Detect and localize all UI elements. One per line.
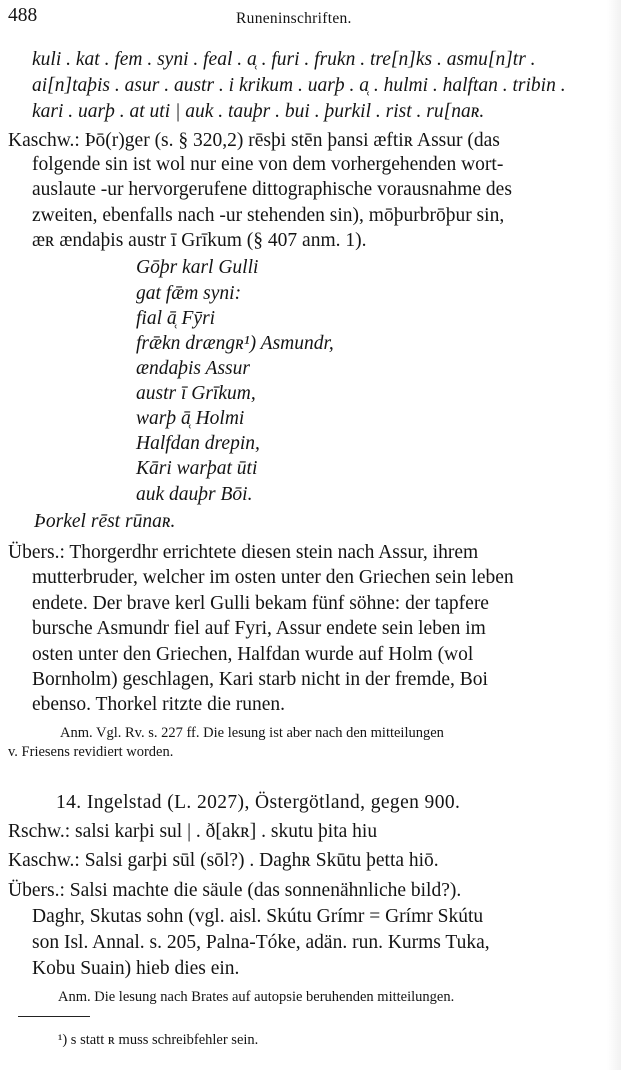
verse-line: auk dauþr Bōi. <box>136 484 253 505</box>
running-title: Runeninschriften. <box>236 10 352 27</box>
text-line: son Isl. Annal. s. 205, Palna-Tóke, adän. run. Kurms Tuka, <box>32 932 490 953</box>
text-line: Bornholm) geschlagen, Kari starb nicht in der fremde, Boi <box>32 669 488 690</box>
section-heading: 14. Ingelstad (L. 2027), Östergötland, gegen 900. <box>56 792 461 813</box>
footnote: ¹) s statt ʀ muss schreibfehler sein. <box>58 1032 259 1048</box>
verse-line: gat fǣm syni: <box>136 283 242 304</box>
verse-line: Þorkel rēst rūnaʀ. <box>34 511 176 532</box>
text-line: Daghr, Skutas sohn (vgl. aisl. Skútu Grímr = Grímr Skútu <box>32 906 484 927</box>
text-line: Kaschw.: Salsi garþi sūl (sōl?) . Daghʀ Skūtu þetta hiō. <box>8 850 439 871</box>
verse-line: Gōþr karl Gulli <box>136 257 259 278</box>
page-number: 488 <box>8 5 38 26</box>
text-line: Übers.: Salsi machte die säule (das sonnenähnliche bild?). <box>8 880 462 901</box>
verse-line: warþ ā̜ Holmi <box>136 408 245 429</box>
text-line: bursche Asmundr fiel auf Fyri, Assur endete sein leben im <box>32 618 486 639</box>
text-line: folgende sin ist wol nur eine von dem vorhergehenden wort- <box>32 154 504 175</box>
transliteration-line: kuli . kat . fem . syni . feal . a̜ . furi . frukn . tre[n]ks . asmu[n]tr . <box>32 49 536 70</box>
annotation-line: Anm. Die lesung nach Brates auf autopsie beruhenden mitteilungen. <box>58 989 455 1005</box>
text-line: auslaute -ur hervorgerufene dittographische vorausnahme des <box>32 179 512 200</box>
text-line: Übers.: Thorgerdhr errichtete diesen stein nach Assur, ihrem <box>8 542 479 563</box>
verse-line: fial ā̜ Fȳri <box>136 308 216 329</box>
annotation-line: v. Friesens revidiert worden. <box>8 744 174 760</box>
text-line: mutterbruder, welcher im osten unter den Griechen sein leben <box>32 567 514 588</box>
scan-edge <box>607 0 621 1070</box>
transliteration-line: kari . uarþ . at uti | auk . tauþr . bui . þurkil . rist . ru[naʀ. <box>32 101 485 122</box>
verse-line: austr ī Grīkum, <box>136 383 256 404</box>
verse-line: Halfdan drepin, <box>136 433 260 454</box>
footnote-rule <box>18 1016 90 1017</box>
text-line: osten unter den Griechen, Halfdan wurde auf Holm (wol <box>32 644 474 665</box>
transliteration-line: ai[n]taþis . asur . austr . i krikum . uarþ . a̜ . hulmi . halftan . tribin . <box>32 75 566 96</box>
text-line: Rschw.: salsi karþi sul | . ð[akʀ] . skutu þita hiu <box>8 821 378 842</box>
verse-line: ændaþis Assur <box>136 358 250 379</box>
text-line: zweiten, ebenfalls nach -ur stehenden sin), mōþurbrōþur sin, <box>32 205 505 226</box>
text-line: endete. Der brave kerl Gulli bekam fünf söhne: der tapfere <box>32 593 489 614</box>
verse-line: Kāri warþat ūti <box>136 458 258 479</box>
verse-line: frǣkn drængʀ¹) Asmundr, <box>136 333 334 354</box>
text-line: Kobu Suain) hieb dies ein. <box>32 958 240 979</box>
text-line: Kaschw.: Þō(r)ger (s. § 320,2) rēsþi stēn þansi æftiʀ Assur (das <box>8 130 500 151</box>
text-line: ebenso. Thorkel ritzte die runen. <box>32 694 286 715</box>
text-line: æʀ ændaþis austr ī Grīkum (§ 407 anm. 1). <box>32 230 367 251</box>
annotation-line: Anm. Vgl. Rv. s. 227 ff. Die lesung ist aber nach den mitteilungen <box>60 725 444 741</box>
